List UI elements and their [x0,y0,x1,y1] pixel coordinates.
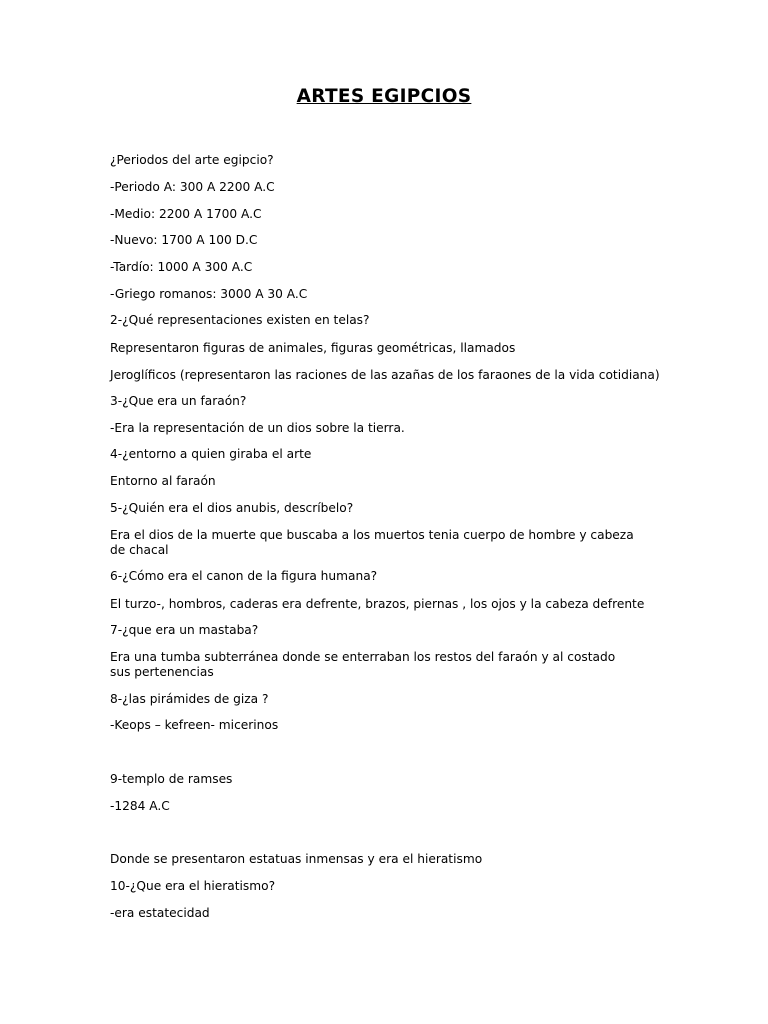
answer-9-detail: Donde se presentaron estatuas inmensas y era el hieratismo [110,852,483,866]
answer-line-griego-romanos: -Griego romanos: 3000 A 30 A.C [110,287,308,301]
answer-10: -era estatecidad [110,906,210,920]
answer-7: Era una tumba subterránea donde se enterraban los restos del faraón y al costado sus pertenencias [110,650,616,679]
answer-5: Era el dios de la muerte que buscaba a los muertos tenia cuerpo de hombre y cabeza de chacal [110,528,634,557]
question-6: 6-¿Cómo era el canon de la figura humana? [110,569,378,583]
answer-line-nuevo: -Nuevo: 1700 A 100 D.C [110,233,258,247]
question-9: 9-templo de ramses [110,772,233,786]
question-8: 8-¿las pirámides de giza ? [110,692,269,706]
question-periods: ¿Periodos del arte egipcio? [110,153,274,167]
answer-2-line-1: Representaron figuras de animales, figuras geométricas, llamados [110,341,516,355]
question-3: 3-¿Que era un faraón? [110,394,247,408]
answer-line-tardio: -Tardío: 1000 A 300 A.C [110,260,253,274]
answer-6: El turzo-, hombros, caderas era defrente, brazos, piernas , los ojos y la cabeza defrente [110,597,645,611]
answer-line-period-a: -Periodo A: 300 A 2200 A.C [110,180,275,194]
question-2: 2-¿Qué representaciones existen en telas? [110,313,370,327]
answer-4: Entorno al faraón [110,474,216,488]
answer-8: -Keops – kefreen- micerinos [110,718,279,732]
answer-2-line-2: Jeroglíficos (representaron las raciones de las azañas de los faraones de la vida cotidiana) [110,368,660,382]
question-7: 7-¿que era un mastaba? [110,623,259,637]
question-5: 5-¿Quién era el dios anubis, descríbelo? [110,501,354,515]
document-title: ARTES EGIPCIOS [296,86,472,107]
answer-3: -Era la representación de un dios sobre la tierra. [110,421,405,435]
question-10: 10-¿Que era el hieratismo? [110,879,276,893]
answer-9: -1284 A.C [110,799,170,813]
answer-line-medio: -Medio: 2200 A 1700 A.C [110,207,262,221]
question-4: 4-¿entorno a quien giraba el arte [110,447,312,461]
